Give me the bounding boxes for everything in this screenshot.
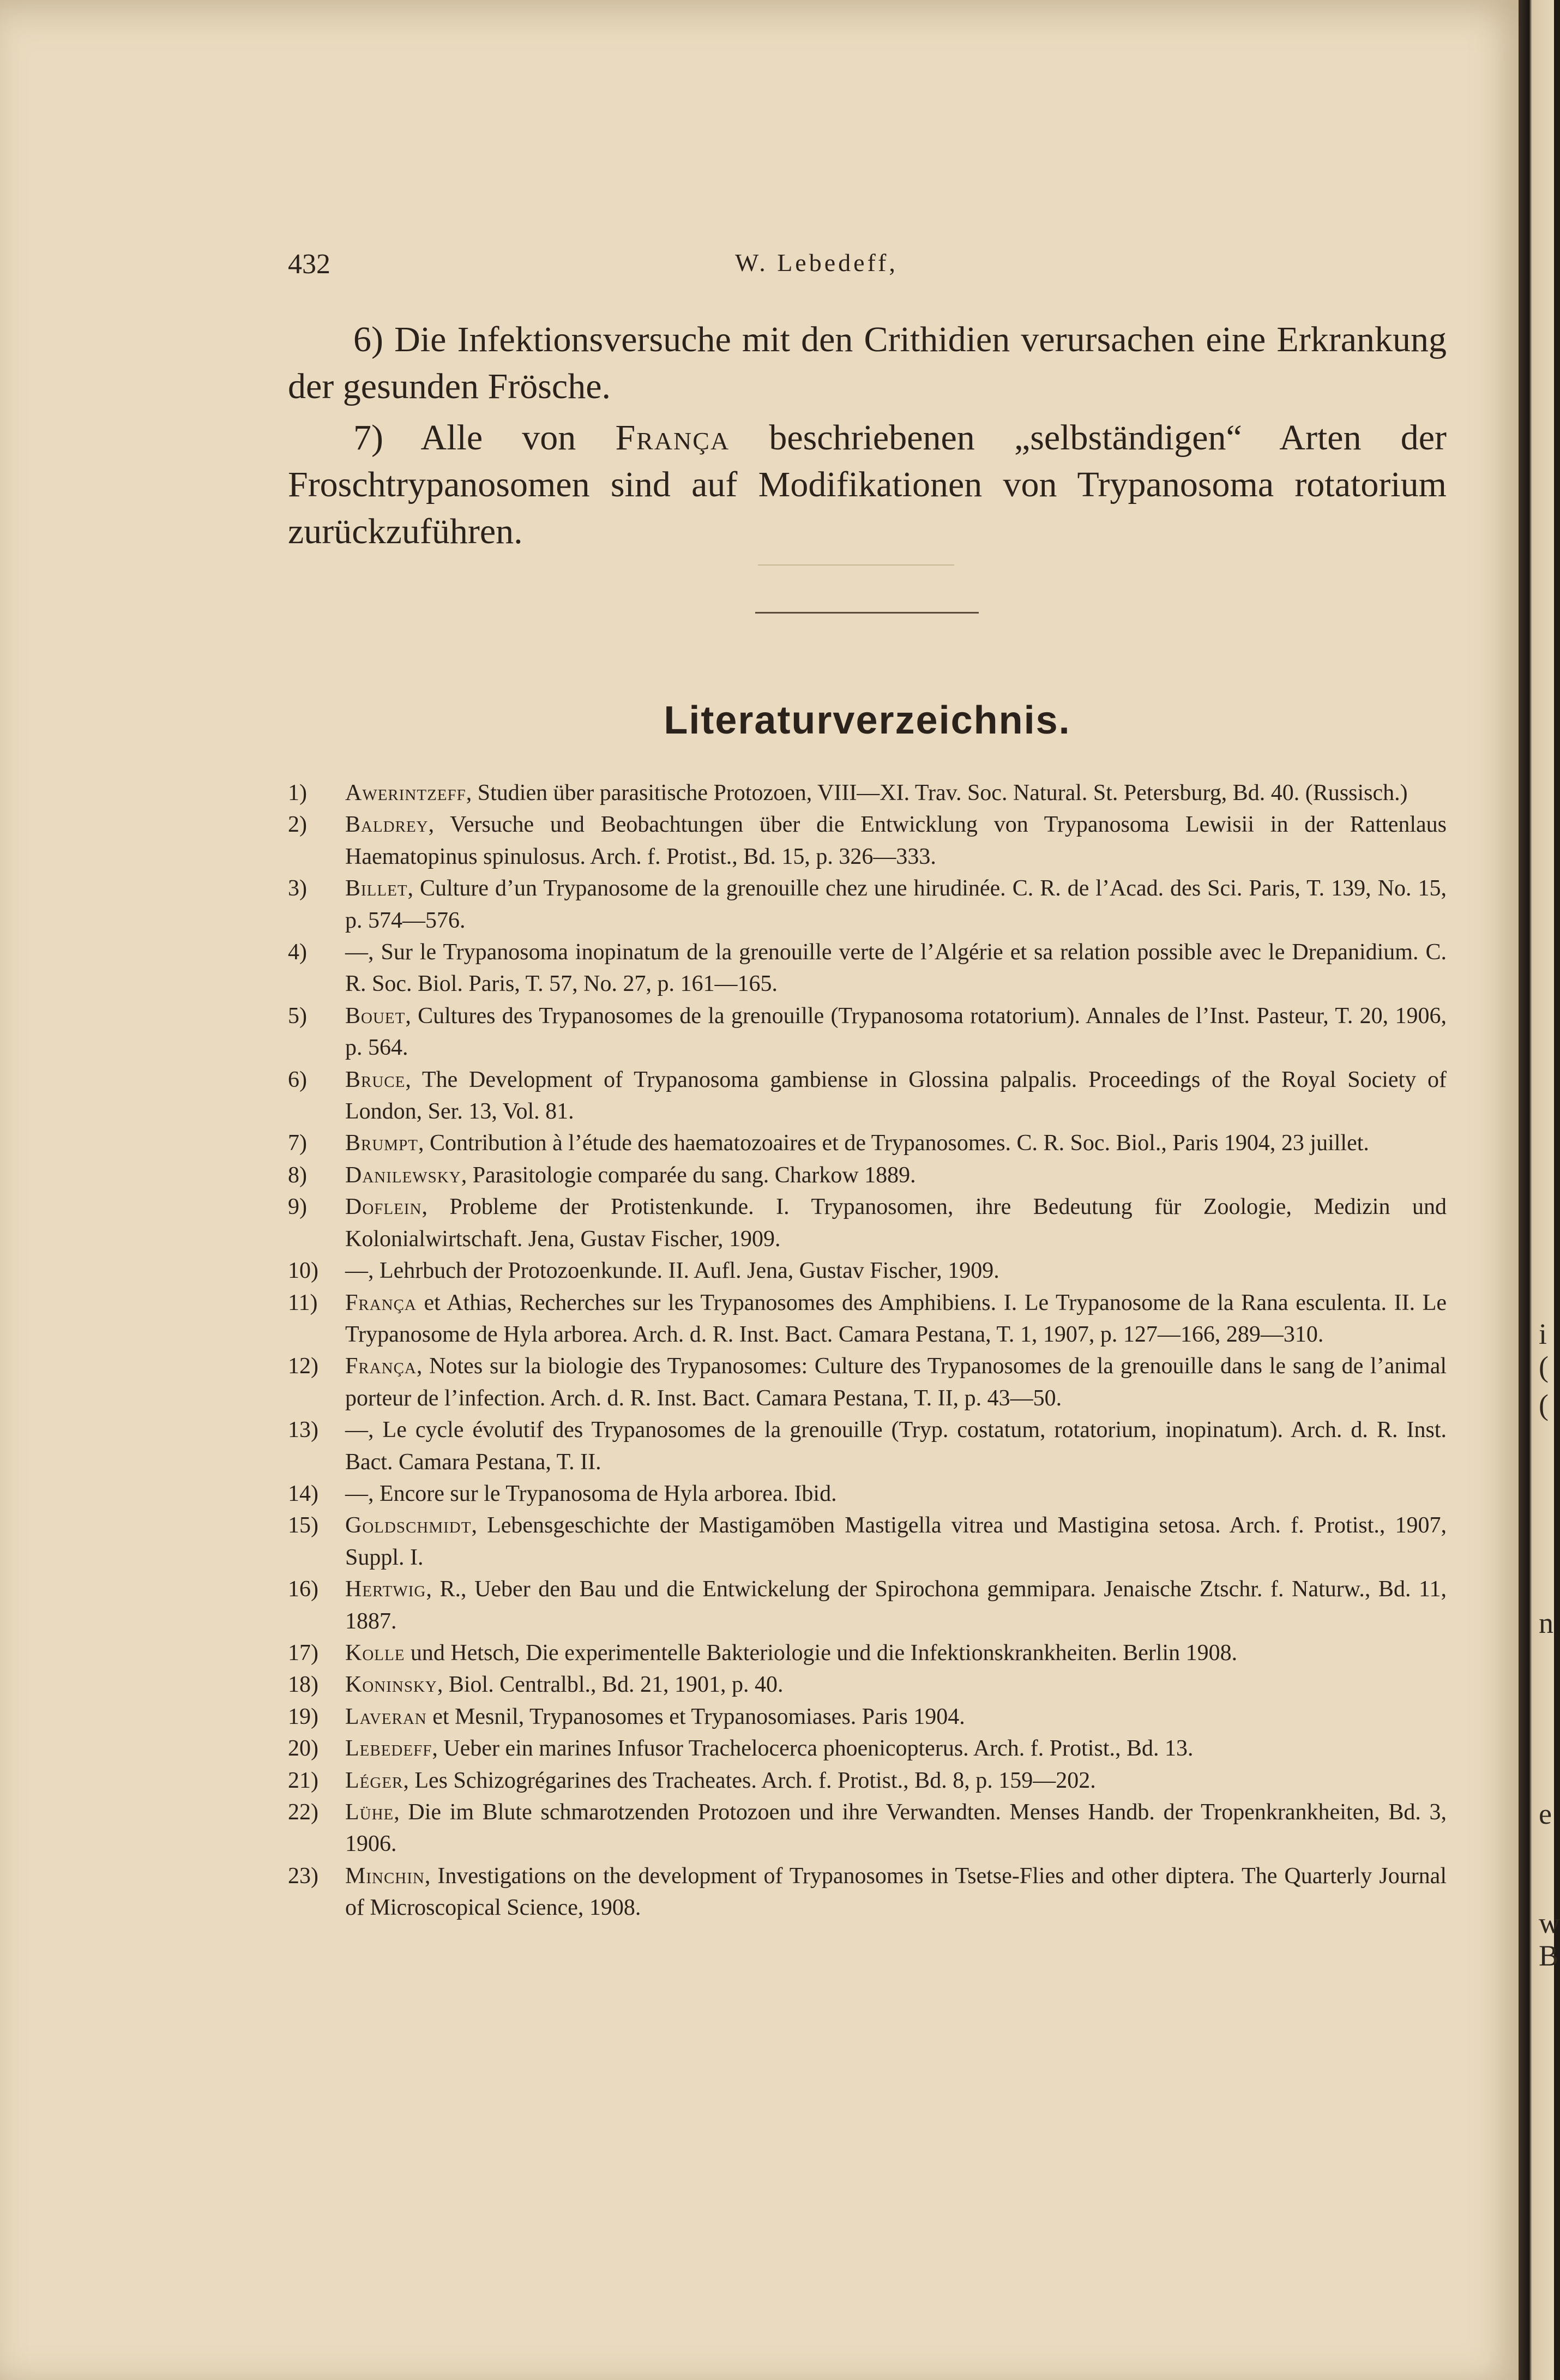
reference-number: 19) (288, 1704, 318, 1729)
reference-author: Léger (345, 1768, 403, 1793)
reference-author: França (345, 1354, 417, 1379)
reference-author: Bouet (345, 1003, 406, 1029)
reference-number: 10) (288, 1258, 318, 1284)
reference-text: , Lebensgeschichte der Mastigamöben Mastigella vitrea und Mastigina setosa. Arch. f. Protist., 1907, Suppl. I. (345, 1513, 1447, 1570)
reference-item (288, 1191, 1447, 1255)
reference-author: Laveran (345, 1704, 427, 1729)
reference-author: Baldrey (345, 812, 429, 838)
reference-number: 3) (288, 876, 307, 901)
section-divider (755, 612, 979, 614)
reference-text: , Probleme der Protistenkunde. I. Trypanosomen, ihre Bedeutung für Zoologie, Medizin und Kolonialwirtschaft. Jena, Gustav Fischer, 1909. (345, 1194, 1447, 1252)
reference-text: , Culture d’un Trypanosome de la grenouille chez une hirudinée. C. R. de l’Acad. des Sci. Paris, T. 139, No. 15, p. 574—576. (345, 876, 1447, 933)
reference-text: —, Sur le Trypanosoma inopinatum de la grenouille verte de l’Algérie et sa relation possible avec le Drepanidium. C. R. Soc. Biol. Paris, T. 57, No. 27, p. 161—165. (345, 940, 1447, 997)
reference-text: , Studien über parasitische Protozoen, VIII—XI. Trav. Soc. Natural. St. Petersburg, Bd. 40. (Russisch.) (466, 780, 1408, 806)
reference-author: Kolle (345, 1640, 405, 1666)
reference-author: Goldschmidt (345, 1513, 472, 1538)
reference-item (288, 873, 1447, 936)
reference-number: 21) (288, 1768, 318, 1793)
reference-text: , R., Ueber den Bau und die Entwickelung der Spirochona gemmipara. Jenaische Ztschr. f. Naturw., Bd. 11, 1887. (345, 1577, 1447, 1634)
reference-number: 1) (288, 780, 307, 806)
reference-text: , Investigations on the development of Trypanosomes in Tsetse-Flies and other diptera. The Quarterly Journal of Microscopical Science, 1908. (345, 1863, 1447, 1921)
reference-text: et Mesnil, Trypanosomes et Trypanosomiases. Paris 1904. (426, 1704, 965, 1729)
reference-text: —, Lehrbuch der Protozoenkunde. II. Aufl. Jena, Gustav Fischer, 1909. (345, 1258, 999, 1284)
reference-item (288, 1733, 1447, 1764)
reference-text: , Die im Blute schmarotzenden Protozoen und ihre Verwandten. Menses Handb. der Tropenkrankheiten, Bd. 3, 1906. (345, 1800, 1447, 1857)
reference-text: und Hetsch, Die experimentelle Bakteriologie und die Infektionskrankheiten. Berlin 1908. (405, 1640, 1238, 1666)
facing-page-fragment: ( (1539, 1389, 1549, 1421)
facing-page-fragment: w (1539, 1907, 1560, 1939)
reference-item (288, 777, 1447, 809)
reference-number: 11) (288, 1290, 318, 1315)
reference-author: Danilewsky (345, 1162, 461, 1188)
reference-item (288, 1000, 1447, 1064)
facing-page-fragment: ( (1539, 1350, 1549, 1383)
reference-author: Koninsky (345, 1672, 437, 1698)
reference-item (288, 1860, 1447, 1924)
reference-author: Hertwig (345, 1577, 426, 1602)
reference-number: 18) (288, 1672, 318, 1698)
paragraph-conclusion-7 (288, 414, 1447, 555)
facing-page-edge (1519, 0, 1554, 2380)
facing-page-fragment: e (1539, 1798, 1552, 1830)
reference-number: 6) (288, 1067, 307, 1092)
reference-text: , The Development of Trypanosoma gambiense in Glossina palpalis. Proceedings of the Royal Society of London, Ser. 13, Vol. 81. (345, 1067, 1447, 1125)
running-head: W. Lebedeff, (735, 249, 898, 277)
reference-number: 4) (288, 940, 307, 965)
reference-item (288, 936, 1447, 1000)
facing-page-fragment: n (1539, 1607, 1553, 1639)
reference-text: et Athias, Recherches sur les Trypanosomes des Amphibiens. I. Le Trypanosome de la Rana esculenta. II. Le Trypanosome de Hyla arborea. Arch. d. R. Inst. Bact. Camara Pestana, T. 1, 1907, p. 127—166, 289—310. (345, 1290, 1447, 1347)
reference-item (288, 1127, 1447, 1159)
reference-number: 16) (288, 1577, 318, 1602)
faint-divider (758, 564, 954, 566)
reference-item (288, 1478, 1447, 1510)
reference-number: 13) (288, 1417, 318, 1443)
reference-author: Minchin (345, 1863, 425, 1889)
reference-number: 5) (288, 1003, 307, 1029)
reference-author: França (345, 1290, 417, 1315)
reference-item (288, 1637, 1447, 1669)
reference-list (288, 777, 1447, 1924)
reference-item (288, 1287, 1447, 1351)
reference-text: , Ueber ein marines Infusor Trachelocerca phoenicopterus. Arch. f. Protist., Bd. 13. (432, 1736, 1194, 1762)
reference-author: Lebedeff (345, 1736, 432, 1762)
reference-number: 8) (288, 1162, 307, 1188)
reference-author: Billet (345, 876, 408, 901)
reference-text: , Contribution à l’étude des haematozoaires et de Trypanosomes. C. R. Soc. Biol., Paris 1904, 23 juillet. (418, 1131, 1369, 1156)
reference-text: , Biol. Centralbl., Bd. 21, 1901, p. 40. (437, 1672, 784, 1698)
page-header (288, 248, 1420, 286)
reference-text: —, Le cycle évolutif des Trypanosomes de la grenouille (Tryp. costatum, rotatorium, inopinatum). Arch. d. R. Inst. Bact. Camara Pestana, T. II. (345, 1417, 1447, 1475)
reference-author: Awerintzeff (345, 780, 466, 806)
reference-item (288, 1796, 1447, 1860)
reference-author: Doflein (345, 1194, 422, 1220)
reference-item (288, 1701, 1447, 1733)
reference-item (288, 1510, 1447, 1573)
author-name: França (615, 418, 730, 458)
reference-number: 2) (288, 812, 307, 838)
reference-text: , Parasitologie comparée du sang. Charkow 1889. (461, 1162, 916, 1188)
paragraph-text: 7) Alle von (353, 418, 616, 458)
reference-number: 9) (288, 1194, 307, 1220)
reference-item (288, 1573, 1447, 1637)
paragraph-conclusion-6: 6) Die Infektionsversuche mit den Crithidien verursachen eine Erkrankung der gesunden Frösche. (288, 320, 1447, 406)
reference-text: , Notes sur la biologie des Trypanosomes: Culture des Trypanosomes de la grenouille dans le sang de l’animal porteur de l’infection. Arch. d. R. Inst. Bact. Camara Pestana, T. II, p. 43—50. (345, 1354, 1447, 1411)
section-title: Literaturverzeichnis. (664, 699, 1071, 742)
reference-number: 22) (288, 1800, 318, 1825)
reference-item (288, 1255, 1447, 1287)
reference-number: 17) (288, 1640, 318, 1666)
reference-number: 15) (288, 1513, 318, 1538)
reference-text: , Les Schizogrégarines des Tracheates. Arch. f. Protist., Bd. 8, p. 159—202. (403, 1768, 1096, 1793)
reference-text: , Cultures des Trypanosomes de la grenouille (Trypanosoma rotatorium). Annales de l’Inst. Pasteur, T. 20, 1906, p. 564. (345, 1003, 1447, 1061)
page-number: 432 (288, 249, 330, 280)
reference-number: 20) (288, 1736, 318, 1762)
reference-item (288, 1350, 1447, 1414)
reference-text: , Versuche und Beobachtungen über die Entwicklung von Trypanosoma Lewisii in der Rattenlaus Haematopinus spinulosus. Arch. f. Protist., Bd. 15, p. 326—333. (345, 812, 1447, 869)
facing-page-fragment: i (1539, 1318, 1547, 1350)
paragraph-text: beschriebenen „selbständigen“ Arten der Froschtrypanosomen sind auf Modifikationen von Trypanosoma rotatorium zurückzuführen. (288, 418, 1447, 551)
reference-item (288, 809, 1447, 873)
reference-number: 12) (288, 1354, 318, 1379)
reference-author: Bruce (345, 1067, 406, 1092)
reference-item (288, 1765, 1447, 1796)
reference-number: 14) (288, 1481, 318, 1506)
reference-item (288, 1159, 1447, 1191)
reference-author: Lühe (345, 1800, 394, 1825)
reference-item (288, 1669, 1447, 1700)
reference-item (288, 1414, 1447, 1478)
reference-author: Brumpt (345, 1131, 418, 1156)
reference-number: 7) (288, 1131, 307, 1156)
reference-text: —, Encore sur le Trypanosoma de Hyla arborea. Ibid. (345, 1481, 837, 1506)
facing-page-fragment: B (1539, 1939, 1559, 1972)
reference-number: 23) (288, 1863, 318, 1889)
reference-item (288, 1064, 1447, 1128)
